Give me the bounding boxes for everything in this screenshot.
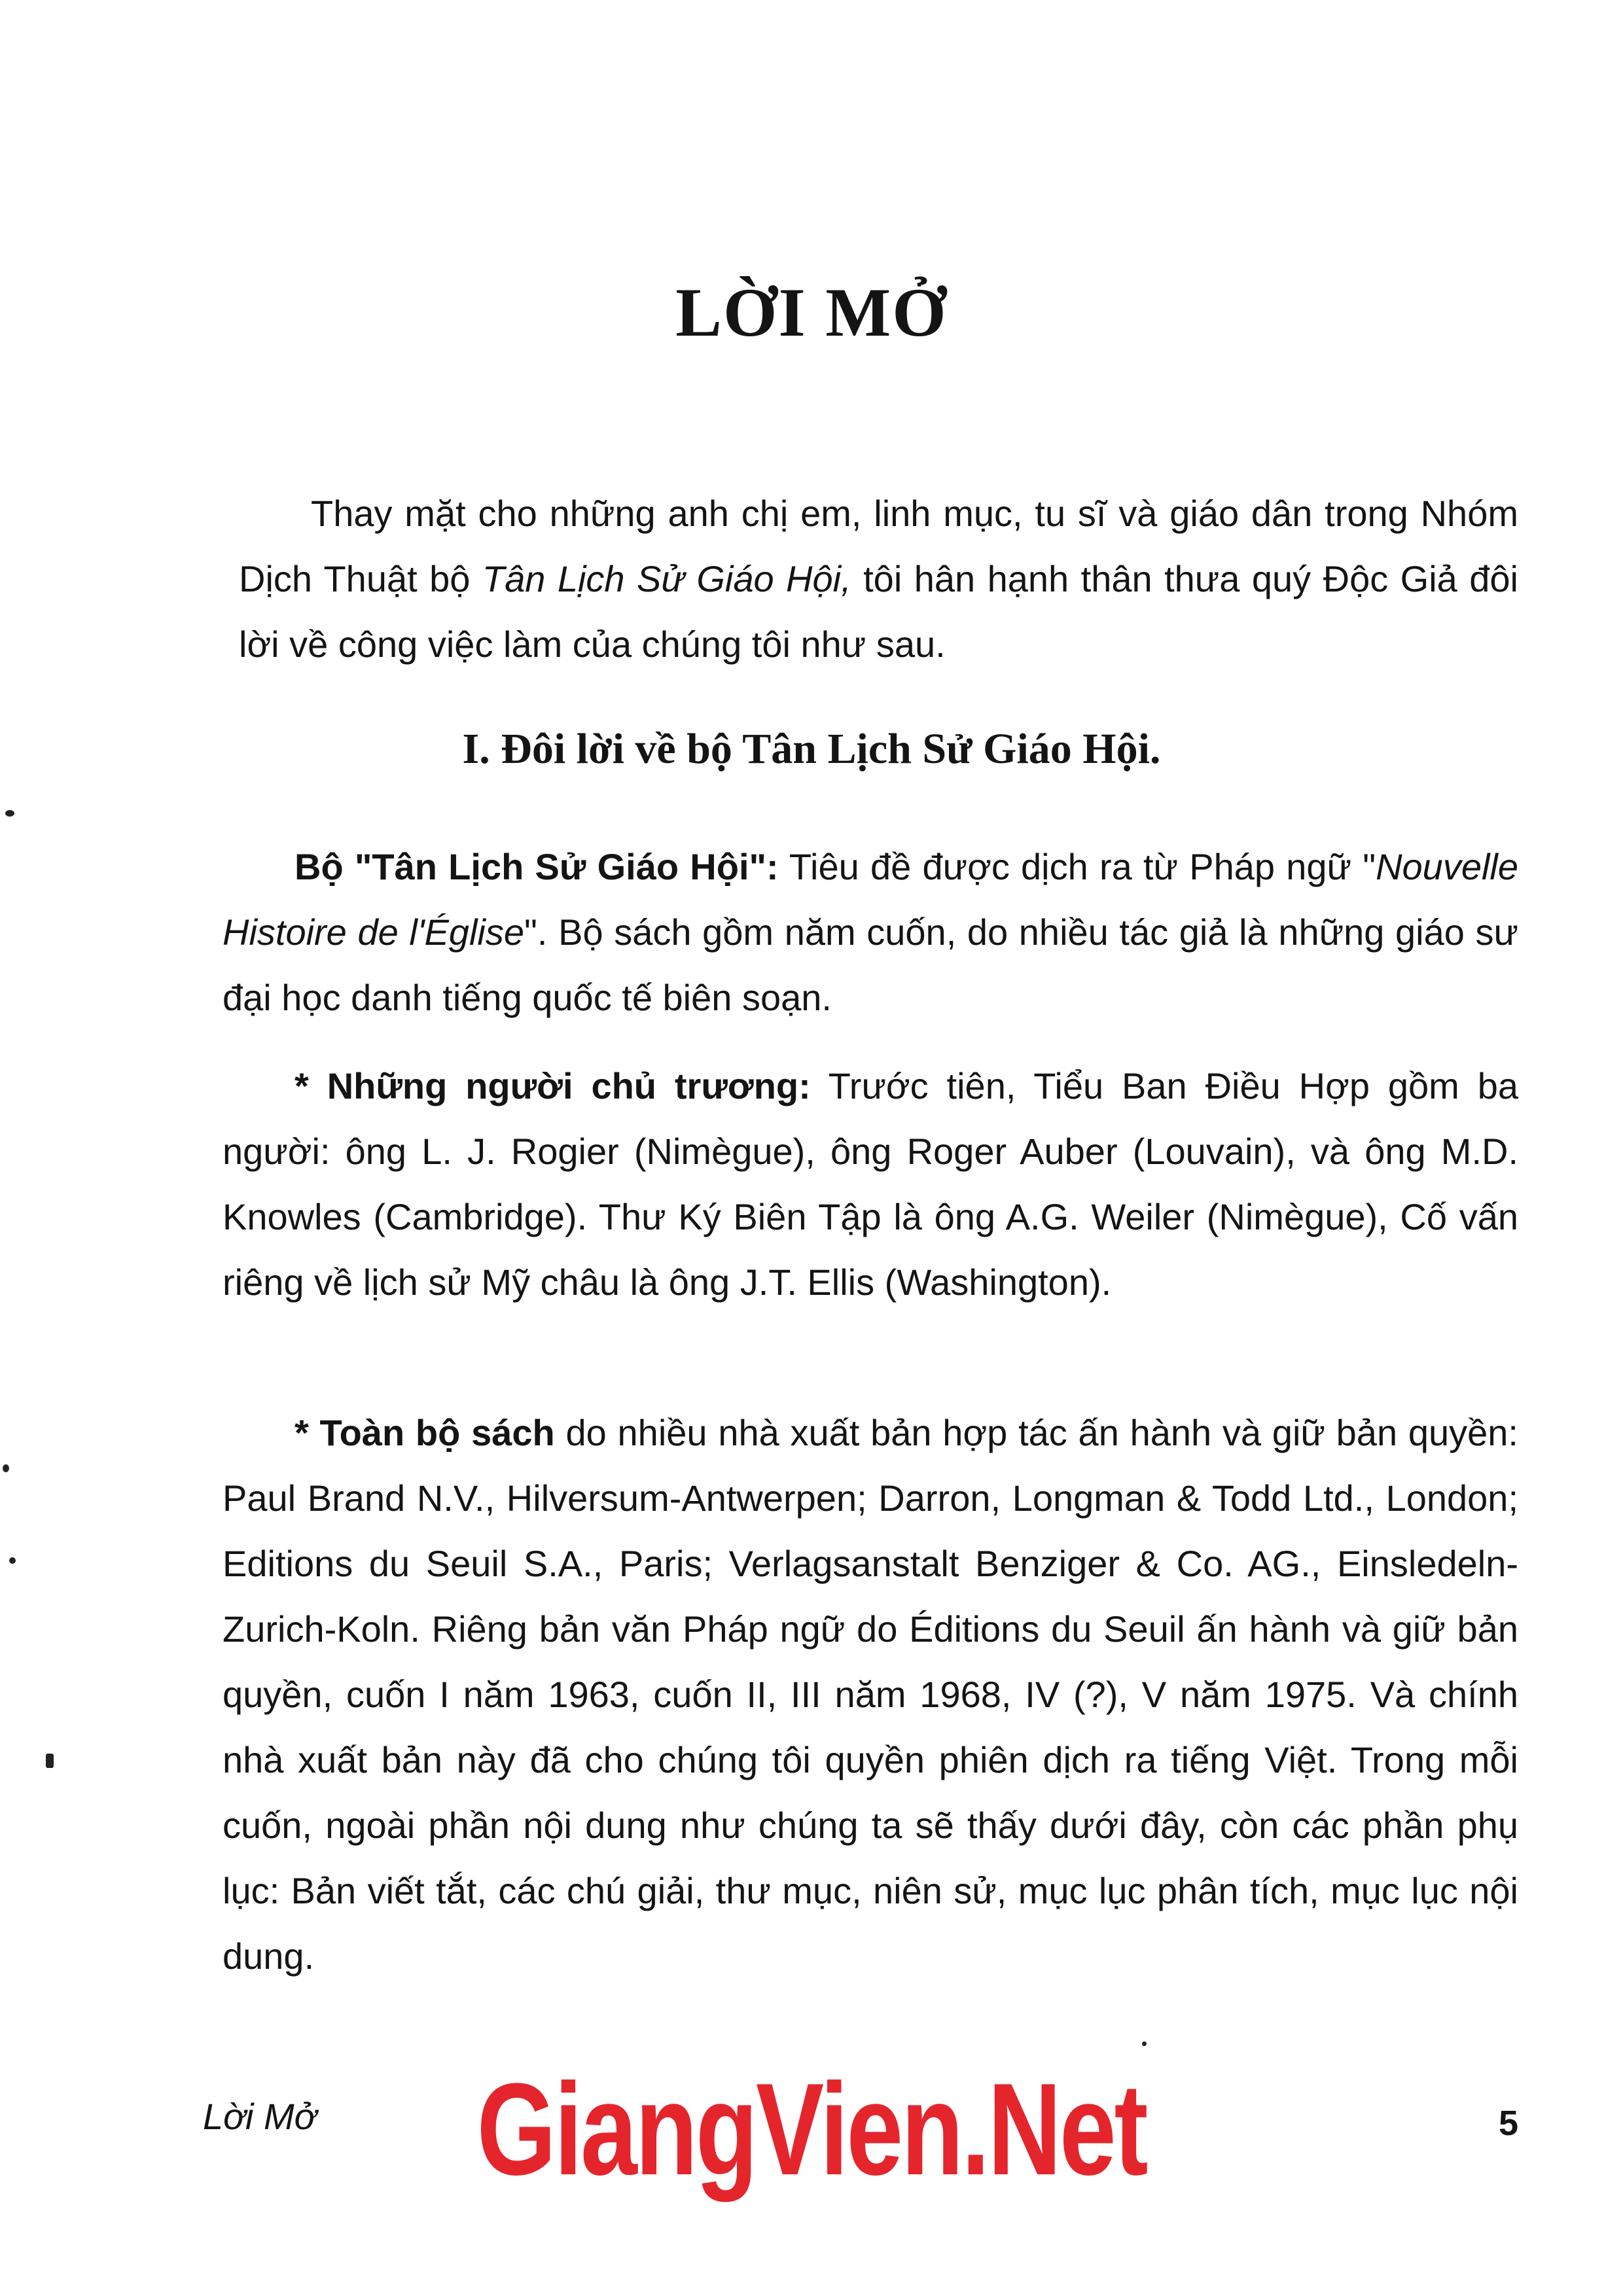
para1-text-before: Tiêu đề được dịch ra từ Pháp ngữ ": [778, 846, 1376, 887]
section-heading: I. Đôi lời về bộ Tân Lịch Sử Giáo Hội.: [462, 725, 1161, 773]
paragraph-publishers: [223, 1400, 1518, 1989]
scan-speck: [1142, 2041, 1147, 2046]
intro-paragraph: [239, 481, 1518, 677]
para1-lead: Bộ "Tân Lịch Sử Giáo Hội":: [294, 846, 779, 887]
para1-french-title: Nouvelle Histoire de l'Église: [223, 846, 1518, 953]
para3-lead: * Toàn bộ sách: [294, 1412, 555, 1453]
para1-text-after: ". Bộ sách gồm năm cuốn, do nhiều tác giả là những giáo sư đại học danh tiếng quốc tế biên soạn.: [223, 911, 1519, 1018]
watermark: GiangVien.Net: [476, 2057, 1147, 2202]
para3-text: do nhiều nhà xuất bản hợp tác ấn hành và giữ bản quyền: Paul Brand N.V., Hilversum-Antwerpen; Darron, Longman & Todd Ltd., London; Editions du Seuil S.A., Paris; Verlagsanstalt Benziger & Co. AG., Einsledeln-Zurich-Koln. Riêng bản văn Pháp ngữ do Éditions du Seuil ấn hành và giữ bản quyền, cuốn I năm 1963, cuốn II, III năm 1968, IV (?), V năm 1975. Và chính nhà xuất bản này đã cho chúng tôi quyền phiên dịch ra tiếng Việt. Trong mỗi cuốn, ngoài phần nội dung như chúng ta sẽ thấy dưới đây, còn các phần phụ lục: Bản viết tắt, các chú giải, thư mục, niên sử, mục lục phân tích, mục lục nội dung.: [223, 1412, 1518, 1977]
intro-text-after: tôi hân hạnh thân thưa quý Độc Giả đôi lời về công việc làm của chúng tôi như sau.: [239, 558, 1518, 665]
paragraph-book-title: [223, 834, 1518, 1031]
para2-lead: * Những người chủ trương:: [294, 1065, 811, 1106]
intro-text-before: Thay mặt cho những anh chị em, linh mục, tu sĩ và giáo dân trong Nhóm Dịch Thuật bộ: [239, 493, 1518, 599]
footer-section-name: Lời Mở: [203, 2096, 317, 2137]
page-number: 5: [1499, 2104, 1519, 2143]
paragraph-organizers: [223, 1053, 1518, 1315]
para2-text: Trước tiên, Tiểu Ban Điều Hợp gồm ba người: ông L. J. Rogier (Nimègue), ông Roger Auber (Louvain), và ông M.D. Knowles (Cambridge). Thư Ký Biên Tập là ông A.G. Weiler (Nimègue), Cố vấn riêng về lịch sử Mỹ châu là ông J.T. Ellis (Washington).: [223, 1065, 1518, 1303]
scan-speck: [3, 1464, 9, 1472]
scan-speck: [5, 810, 14, 817]
scan-speck: [46, 1754, 54, 1768]
intro-book-title: Tân Lịch Sử Giáo Hội,: [482, 558, 851, 599]
scan-speck: [9, 1557, 16, 1564]
page-title: LỜI MỞ: [675, 274, 948, 351]
